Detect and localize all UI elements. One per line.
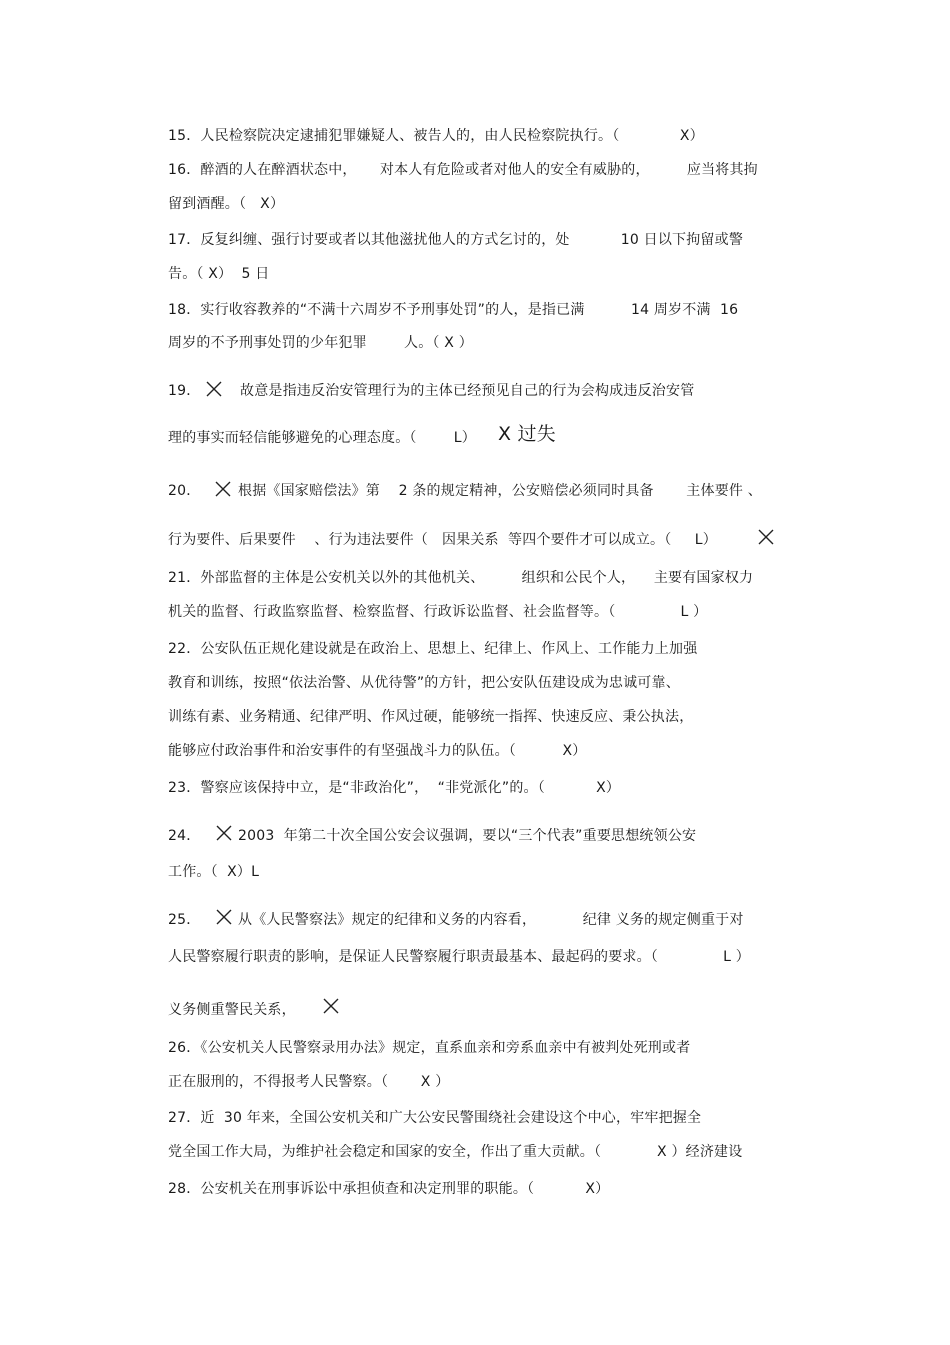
question-16-line-2: 留到酒醒。（ X） xyxy=(168,196,285,212)
question-20-line-2: 行为要件、后果要件 、行为违法要件（ 因果关系 等四个要件才可以成立。（ L） xyxy=(168,532,717,548)
question-23: 23．警察应该保持中立，是“非政治化”， “非党派化”的。（ X） xyxy=(168,780,621,796)
question-24-line-1: 2003 年第二十次全国公安会议强调，要以“三个代表”重要思想统领公安 xyxy=(238,828,697,844)
cross-icon xyxy=(215,824,233,842)
question-18-line-2: 周岁的不予刑事处罚的少年犯罪 人。（ X ） xyxy=(168,335,473,351)
question-22-line-2: 教育和训练，按照“依法治警、从优待警”的方针，把公安队伍建设成为忠诚可靠、 xyxy=(168,675,680,691)
question-17-line-2: 告。（ X） 5 日 xyxy=(168,266,270,282)
question-26-line-2: 正在服刑的，不得报考人民警察。（ X ） xyxy=(168,1074,450,1090)
question-25-line-3: 义务侧重警民关系， xyxy=(168,1002,296,1018)
question-22-line-3: 训练有素、业务精通、纪律严明、作风过硬，能够统一指挥、快速反应、秉公执法， xyxy=(168,709,694,725)
question-15: 15．人民检察院决定逮捕犯罪嫌疑人、被告人的，由人民检察院执行。（ X） xyxy=(168,128,704,144)
question-22-line-1: 22．公安队伍正规化建设就是在政治上、思想上、纪律上、作风上、工作能力上加强 xyxy=(168,641,698,657)
question-24-line-2: 工作。（ X）L xyxy=(168,864,260,880)
question-27-line-1: 27．近 30 年来，全国公安机关和广大公安民警围绕社会建设这个中心，牢牢把握全 xyxy=(168,1110,702,1126)
question-19-annotation: X 过失 xyxy=(498,423,556,445)
question-19-number: 19． xyxy=(168,383,201,399)
question-18-line-1: 18．实行收容教养的“不满十六周岁不予刑事处罚”的人，是指已满 14 周岁不满 16 xyxy=(168,302,739,318)
question-17-line-1: 17．反复纠缠、强行讨要或者以其他滋扰他人的方式乞讨的，处 10 日以下拘留或警 xyxy=(168,232,744,248)
question-28: 28．公安机关在刑事诉讼中承担侦查和决定刑罪的职能。（ X） xyxy=(168,1181,610,1197)
cross-icon xyxy=(757,528,775,546)
cross-icon xyxy=(322,997,340,1015)
question-27-line-2: 党全国工作大局，为维护社会稳定和国家的安全，作出了重大贡献。（ X ）经济建设 xyxy=(168,1144,743,1160)
question-20-number: 20． xyxy=(168,483,201,499)
question-25-line-2: 人民警察履行职责的影响，是保证人民警察履行职责最基本、最起码的要求。（ L ） xyxy=(168,949,750,965)
question-21-line-2: 机关的监督、行政监察监督、检察监督、行政诉讼监督、社会监督等。（ L ） xyxy=(168,604,708,620)
question-21-line-1: 21．外部监督的主体是公安机关以外的其他机关、 组织和公民个人， 主要有国家权力 xyxy=(168,570,754,586)
question-25-number: 25． xyxy=(168,912,201,928)
question-25-line-1: 从《人民警察法》规定的纪律和义务的内容看， 纪律 义务的规定侧重于对 xyxy=(238,912,744,928)
cross-icon xyxy=(205,380,223,398)
question-26-line-1: 26．《公安机关人民警察录用办法》规定，直系血亲和旁系血亲中有被判处死刑或者 xyxy=(168,1040,691,1056)
question-19-line-2: 理的事实而轻信能够避免的心理态度。（ L） xyxy=(168,430,477,446)
question-19-line-1: 故意是指违反治安管理行为的主体已经预见自己的行为会构成违反治安管 xyxy=(240,383,695,399)
question-22-line-4: 能够应付政治事件和治安事件的有坚强战斗力的队伍。（ X） xyxy=(168,743,587,759)
cross-icon xyxy=(215,908,233,926)
question-16-line-1: 16．醉酒的人在醉酒状态中， 对本人有危险或者对他人的安全有威胁的， 应当将其拘 xyxy=(168,162,758,178)
question-20-line-1: 根据《国家赔偿法》第 2 条的规定精神，公安赔偿必须同时具备 主体要件 、 xyxy=(238,483,762,499)
cross-icon xyxy=(214,480,232,498)
question-24-number: 24． xyxy=(168,828,201,844)
